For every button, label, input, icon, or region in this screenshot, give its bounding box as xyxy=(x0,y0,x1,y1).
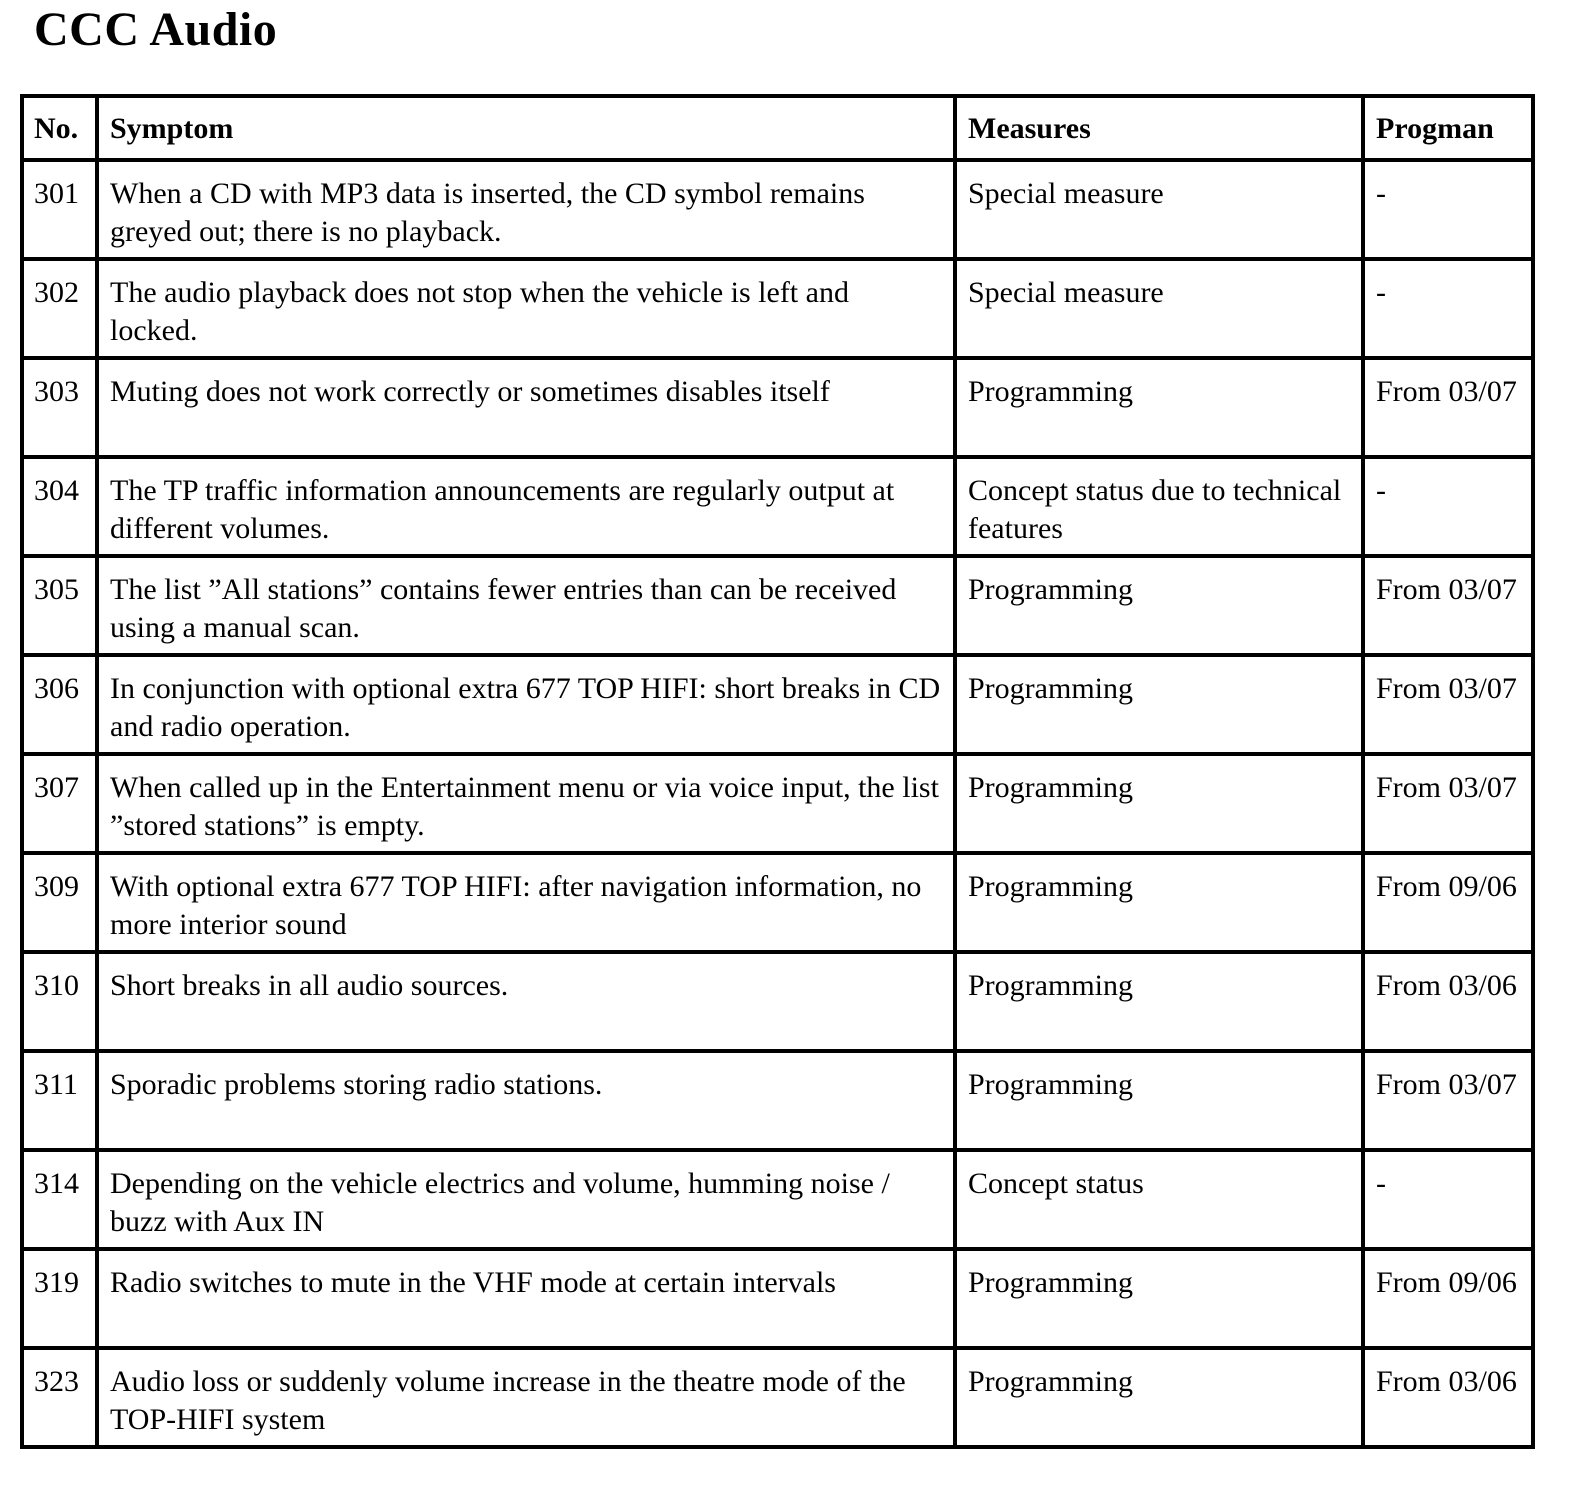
cell-symptom: Short breaks in all audio sources. xyxy=(97,952,955,1051)
cell-measures: Programming xyxy=(955,1348,1363,1447)
cell-measures: Programming xyxy=(955,754,1363,853)
cell-symptom: Muting does not work correctly or sometimes disables itself xyxy=(97,358,955,457)
cell-no: 302 xyxy=(22,259,97,358)
cell-symptom: When a CD with MP3 data is inserted, the CD symbol remains greyed out; there is no playback. xyxy=(97,160,955,259)
table-row xyxy=(22,358,1533,457)
cell-progman: From 09/06 xyxy=(1363,853,1533,952)
cell-measures: Special measure xyxy=(955,259,1363,358)
table-row xyxy=(22,655,1533,754)
table-row xyxy=(22,1249,1533,1348)
cell-symptom: Radio switches to mute in the VHF mode at certain intervals xyxy=(97,1249,955,1348)
cell-measures: Programming xyxy=(955,1249,1363,1348)
cell-progman: - xyxy=(1363,160,1533,259)
cell-no: 306 xyxy=(22,655,97,754)
cell-measures: Concept status xyxy=(955,1150,1363,1249)
cell-measures: Programming xyxy=(955,952,1363,1051)
header-symptom: Symptom xyxy=(97,96,955,160)
header-progman: Progman xyxy=(1363,96,1533,160)
cell-measures: Programming xyxy=(955,358,1363,457)
cell-measures: Programming xyxy=(955,655,1363,754)
page-title: CCC Audio xyxy=(34,3,278,56)
cell-no: 304 xyxy=(22,457,97,556)
cell-measures: Programming xyxy=(955,1051,1363,1150)
cell-no: 311 xyxy=(22,1051,97,1150)
cell-measures: Programming xyxy=(955,556,1363,655)
cell-measures: Concept status due to technical features xyxy=(955,457,1363,556)
cell-no: 303 xyxy=(22,358,97,457)
table-row xyxy=(22,1150,1533,1249)
cell-progman: From 03/07 xyxy=(1363,358,1533,457)
cell-progman: From 03/07 xyxy=(1363,1051,1533,1150)
cell-no: 310 xyxy=(22,952,97,1051)
cell-symptom: The list ”All stations” contains fewer entries than can be received using a manual scan. xyxy=(97,556,955,655)
cell-progman: From 03/07 xyxy=(1363,556,1533,655)
table-header-row xyxy=(22,96,1533,160)
symptom-table xyxy=(20,94,1535,1449)
header-measures: Measures xyxy=(955,96,1363,160)
cell-progman: - xyxy=(1363,457,1533,556)
cell-progman: From 03/06 xyxy=(1363,952,1533,1051)
cell-symptom: The TP traffic information announcements are regularly output at different volumes. xyxy=(97,457,955,556)
cell-no: 305 xyxy=(22,556,97,655)
header-no: No. xyxy=(22,96,97,160)
cell-progman: From 09/06 xyxy=(1363,1249,1533,1348)
table-row xyxy=(22,457,1533,556)
cell-symptom: Sporadic problems storing radio stations. xyxy=(97,1051,955,1150)
cell-symptom: The audio playback does not stop when the vehicle is left and locked. xyxy=(97,259,955,358)
cell-measures: Special measure xyxy=(955,160,1363,259)
cell-no: 301 xyxy=(22,160,97,259)
cell-progman: From 03/07 xyxy=(1363,655,1533,754)
cell-progman: - xyxy=(1363,259,1533,358)
cell-symptom: When called up in the Entertainment menu or via voice input, the list ”stored stations” is empty. xyxy=(97,754,955,853)
table-row xyxy=(22,754,1533,853)
table-row xyxy=(22,853,1533,952)
table-row xyxy=(22,1051,1533,1150)
cell-progman: - xyxy=(1363,1150,1533,1249)
cell-no: 314 xyxy=(22,1150,97,1249)
table-row xyxy=(22,556,1533,655)
cell-symptom: Audio loss or suddenly volume increase in the theatre mode of the TOP-HIFI system xyxy=(97,1348,955,1447)
cell-symptom: In conjunction with optional extra 677 TOP HIFI: short breaks in CD and radio operation. xyxy=(97,655,955,754)
cell-no: 307 xyxy=(22,754,97,853)
table-row xyxy=(22,160,1533,259)
cell-no: 323 xyxy=(22,1348,97,1447)
cell-no: 309 xyxy=(22,853,97,952)
cell-symptom: Depending on the vehicle electrics and volume, humming noise / buzz with Aux IN xyxy=(97,1150,955,1249)
cell-no: 319 xyxy=(22,1249,97,1348)
table-row xyxy=(22,1348,1533,1447)
cell-progman: From 03/07 xyxy=(1363,754,1533,853)
table-row xyxy=(22,259,1533,358)
cell-progman: From 03/06 xyxy=(1363,1348,1533,1447)
table-row xyxy=(22,952,1533,1051)
cell-measures: Programming xyxy=(955,853,1363,952)
cell-symptom: With optional extra 677 TOP HIFI: after navigation information, no more interior sound xyxy=(97,853,955,952)
